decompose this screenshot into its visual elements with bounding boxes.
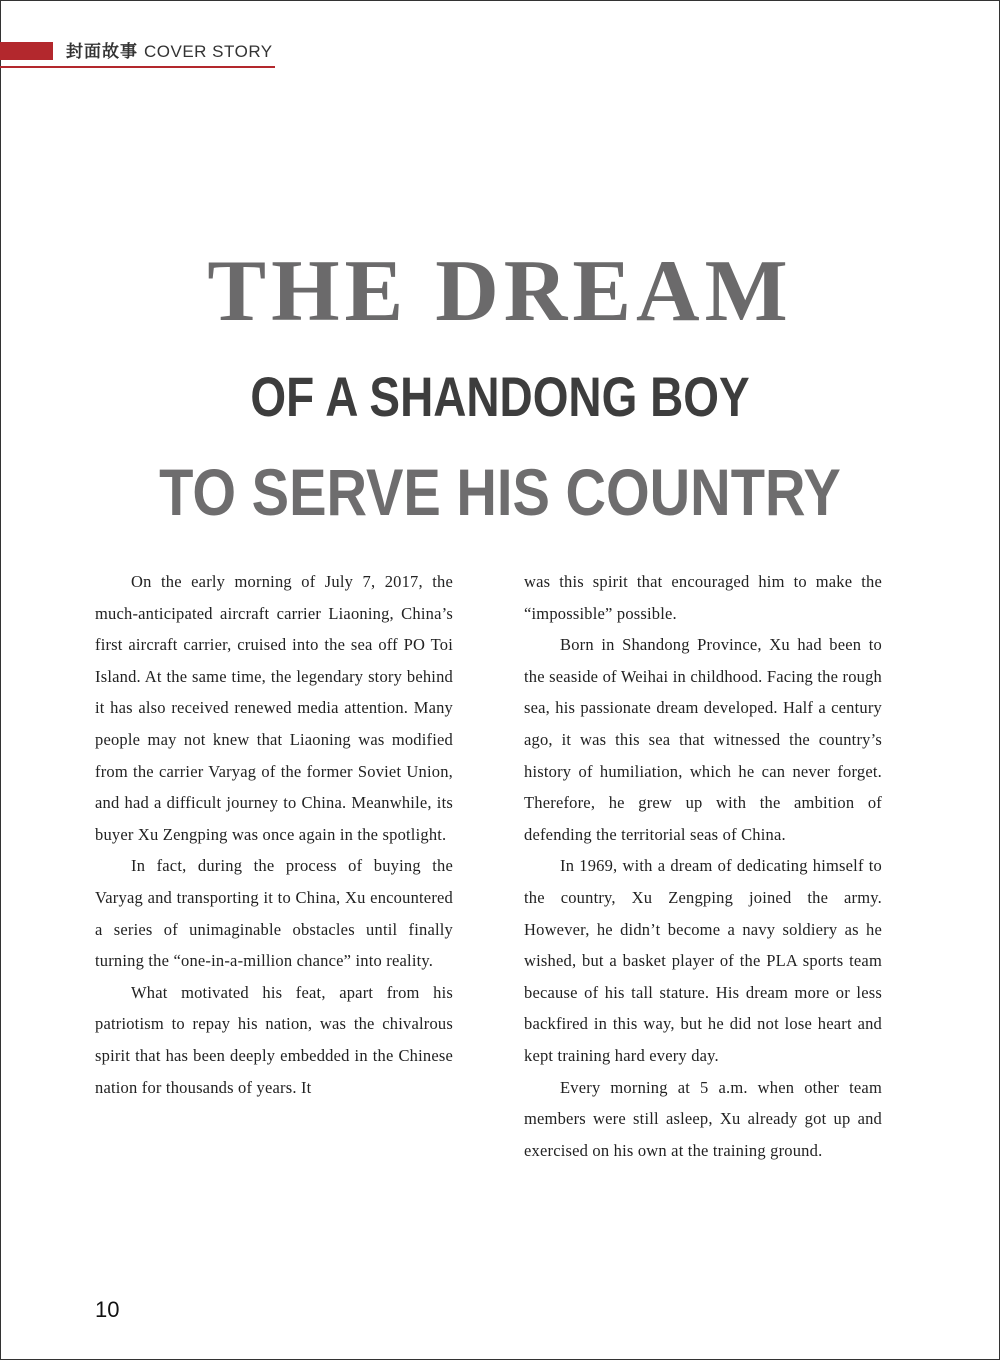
section-header: [66, 42, 273, 62]
left-text-column: [95, 566, 453, 1103]
paragraph: On the early morning of July 7, 2017, the much-anticipated aircraft carrier Liaoning, China’s first aircraft carrier, cruised into the sea off PO Toi Island. At the same time, the legendary story behind it has also received renewed media attention. Many people may not knew that Liaoning was modified from the carrier Varyag of the former Soviet Union, and had a difficult journey to China. Meanwhile, its buyer Xu Zengping was once again in the spotlight.: [95, 572, 453, 844]
paragraph-continuation: was this spirit that encouraged him to make the “impossible” possible.: [524, 572, 882, 623]
right-text-column: [524, 566, 882, 1166]
title-line-2: OF A SHANDONG BOY: [250, 365, 750, 428]
title-line-3: TO SERVE HIS COUNTRY: [159, 455, 841, 529]
paragraph: Born in Shandong Province, Xu had been to the seaside of Weihai in childhood. Facing the rough sea, his passionate dream developed. Half a century ago, it was this sea that witnessed the country’s history of humiliation, which he can never forget. Therefore, he grew up with the ambition of defending the territorial seas of China.: [524, 635, 882, 844]
title-line-1: THE DREAM: [207, 243, 793, 340]
page-number: 10: [95, 1297, 120, 1322]
section-label-english: COVER STORY: [144, 42, 273, 61]
paragraph: What motivated his feat, apart from his patriotism to repay his nation, was the chivalrous spirit that has been deeply embedded in the Chinese nation for thousands of years. It: [95, 982, 453, 1097]
section-marker-bar: [0, 42, 53, 60]
paragraph: In fact, during the process of buying the Varyag and transporting it to China, Xu encountered a series of unimaginable obstacles until finally turning the “one-in-a-million chance” into reality.: [95, 856, 453, 971]
section-label-chinese: 封面故事: [66, 42, 138, 61]
paragraph: Every morning at 5 a.m. when other team members were still asleep, Xu already got up and exercised on his own at the training ground.: [524, 1077, 882, 1160]
paragraph: In 1969, with a dream of dedicating himself to the country, Xu Zengping joined the army. However, he didn’t become a navy soldiery as he wished, but a basket player of the PLA sports team because of his tall stature. His dream more or less backfired in this way, but he did not lose heart and kept training hard every day.: [524, 856, 882, 1065]
section-underline: [0, 66, 275, 68]
